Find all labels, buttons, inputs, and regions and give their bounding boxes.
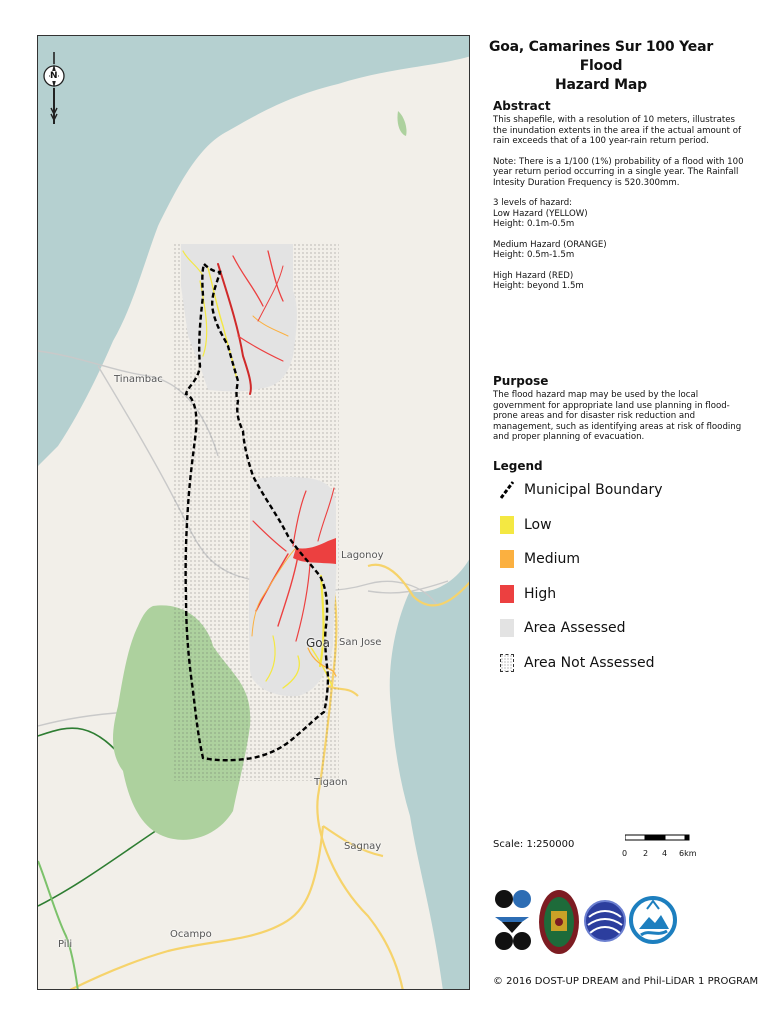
legend-label-high: High [524,586,557,602]
place-pili: Pili [58,939,73,950]
scale-tick-0: 0 [622,849,628,858]
legend-item-not-assessed [488,652,655,674]
medium-swatch [500,550,514,568]
place-sagnay: Sagnay [344,841,382,852]
legend-item-medium [488,548,580,570]
scale-tick-6km: 6km [679,849,697,858]
assessed-swatch [500,619,514,637]
abstract-heading: Abstract [493,99,551,113]
purpose-text: The flood hazard map may be used by the local government for appropriate land use planning in flood-prone areas and for disaster risk reduction and management, such as identifying areas at risk of flooding and proper planning of evacuation. [493,390,742,442]
logos [488,887,748,957]
abstract-paragraph-3: 3 levels of hazard: Low Hazard (YELLOW) Height: 0.1m-0.5m [493,198,588,229]
phil-lidar-logo-icon [629,889,677,951]
scale-tick-2: 2 [643,849,649,858]
north-arrow-letter: N [50,71,58,81]
abstract-paragraph-4: Medium Hazard (ORANGE) Height: 0.5m-1.5m [493,239,607,260]
place-tigaon: Tigaon [314,777,348,788]
legend [488,479,748,679]
abstract-paragraph-2: Note: There is a 1/100 (1%) probability of a flood with 100 year return period occurring in a single year. The Rainfall Intesity Duration Frequency is 520.300mm. [493,156,744,188]
legend-item-assessed [488,617,626,639]
not-assessed-swatch [500,654,514,672]
legend-heading: Legend [493,459,543,473]
abstract-paragraph-1: This shapefile, with a resolution of 10 meters, illustrates the inundation extents in the area if the actual amount of rain exceeds that of a 100 year-rain return period. [493,115,742,146]
copyright-footer: © 2016 DOST-UP DREAM and Phil-LiDAR 1 PROGRAM [493,976,759,987]
high-swatch [500,585,514,603]
scale-text: Scale: 1:250000 [493,839,575,850]
place-ocampo: Ocampo [170,929,212,940]
legend-item-boundary [488,479,663,501]
scale-tick-4: 4 [662,849,668,858]
map-view[interactable] [37,35,470,990]
legend-label-medium: Medium [524,551,580,567]
legend-label-low: Low [524,517,552,533]
legend-label-boundary: Municipal Boundary [524,482,663,498]
legend-label-not-assessed: Area Not Assessed [524,655,655,671]
place-san-jose: San Jose [339,637,382,648]
dost-logo-icon [490,887,534,957]
legend-item-high [488,583,556,605]
place-goa: Goa [306,636,330,650]
up-seal-icon [538,889,580,955]
boundary-line-icon [500,481,514,499]
dream-logo-icon [583,895,627,947]
legend-item-low [488,514,552,536]
legend-label-assessed: Area Assessed [524,620,626,636]
low-swatch [500,516,514,534]
map-title-line1: Goa, Camarines Sur 100 Year Flood [488,39,714,74]
map-title-line2: Hazard Map [555,77,647,93]
purpose-heading: Purpose [493,374,549,388]
abstract-paragraph-5: High Hazard (RED) Height: beyond 1.5m [493,270,584,291]
place-lagonoy: Lagonoy [341,550,384,561]
scale-bar-icon [625,834,705,844]
map-title [488,38,714,95]
place-tinambac: Tinambac [114,374,163,385]
